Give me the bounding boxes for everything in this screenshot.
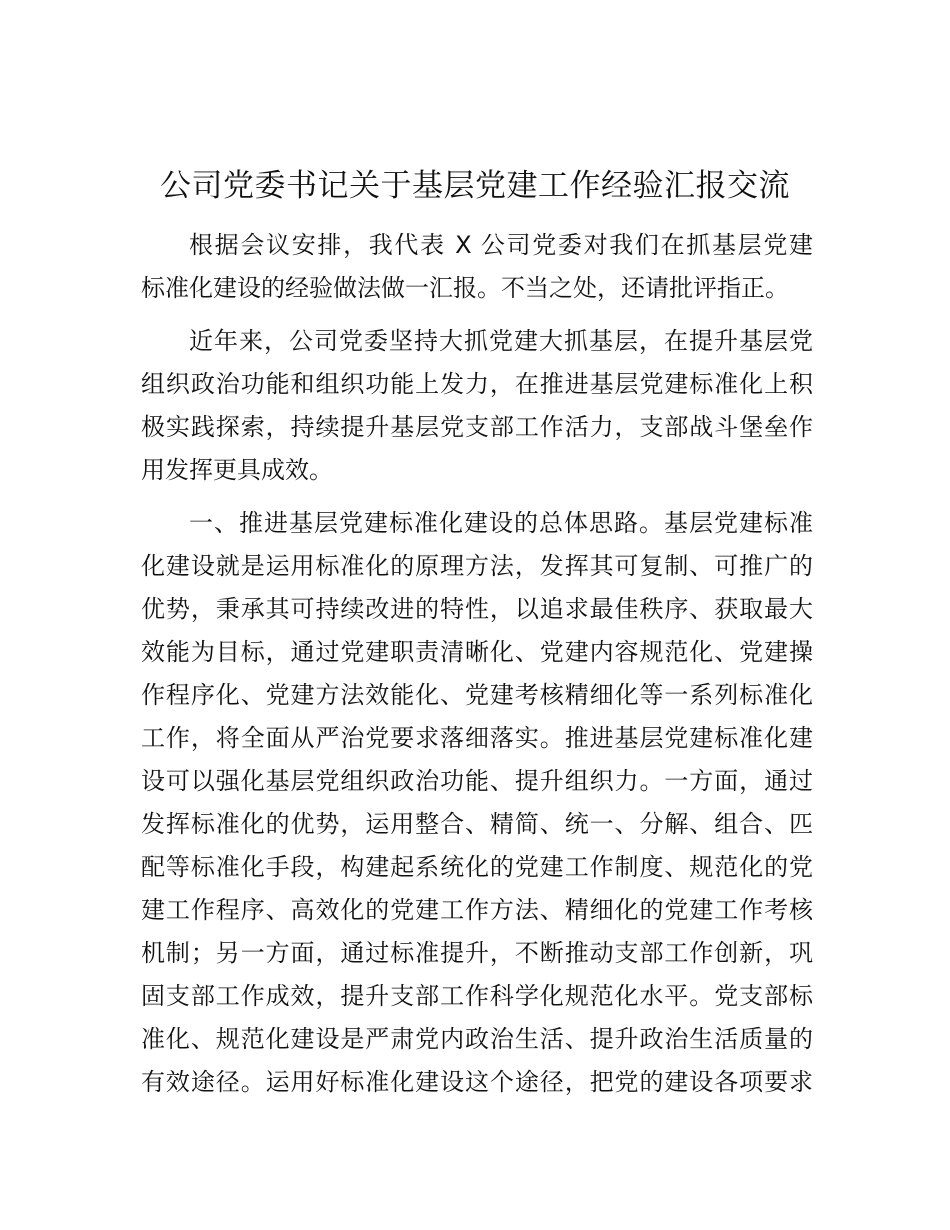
text-line: 化建设就是运用标准化的原理方法，发挥其可复制、可推广的 (141, 552, 813, 580)
text-line: 准化、规范化建设是严肃党内政治生活、提升政治生活质量的 (141, 1025, 813, 1053)
document-title: 公司党委书记关于基层党建工作经验汇报交流 (160, 168, 790, 204)
paragraph-meeting-intro (141, 224, 813, 310)
text-line: 用发挥更具成效。 (141, 456, 333, 484)
text-line: 优势，秉承其可持续改进的特性，以追求最佳秩序、获取最大 (141, 595, 813, 623)
text-line: 极实践探索，持续提升基层党支部工作活力，支部战斗堡垒作 (141, 413, 813, 441)
text-line: 近年来，公司党委坚持大抓党建大抓基层，在提升基层党 (189, 327, 813, 355)
text-line: 作程序化、党建方法效能化、党建考核精细化等一系列标准化 (141, 681, 813, 709)
text-line: 工作，将全面从严治党要求落细落实。推进基层党建标准化建 (141, 724, 813, 752)
text-line: 设可以强化基层党组织政治功能、提升组织力。一方面，通过 (141, 767, 813, 795)
text-line: 机制；另一方面，通过标准提升，不断推动支部工作创新，巩 (141, 939, 813, 967)
text-line: 配等标准化手段，构建起系统化的党建工作制度、规范化的党 (141, 853, 813, 881)
text-line: 固支部工作成效，提升支部工作科学化规范化水平。党支部标 (141, 982, 813, 1010)
text-line: 效能为目标，通过党建职责清晰化、党建内容规范化、党建操 (141, 638, 813, 666)
text-line: 发挥标准化的优势，运用整合、精简、统一、分解、组合、匹 (141, 810, 813, 838)
paragraph-recent-years (141, 320, 813, 492)
paragraph-section-one (141, 502, 813, 1104)
text-line: 标准化建设的经验做法做一汇报。不当之处，还请批评指正。 (141, 274, 789, 302)
text-line: 根据会议安排，我代表 X 公司党委对我们在抓基层党建 (189, 231, 813, 259)
text-line: 组织政治功能和组织功能上发力，在推进基层党建标准化上积 (141, 370, 813, 398)
text-line: 建工作程序、高效化的党建工作方法、精细化的党建工作考核 (141, 896, 813, 924)
text-line: 一、推进基层党建标准化建设的总体思路。基层党建标准 (189, 509, 813, 537)
text-line: 有效途径。运用好标准化建设这个途径，把党的建设各项要求 (141, 1068, 813, 1096)
